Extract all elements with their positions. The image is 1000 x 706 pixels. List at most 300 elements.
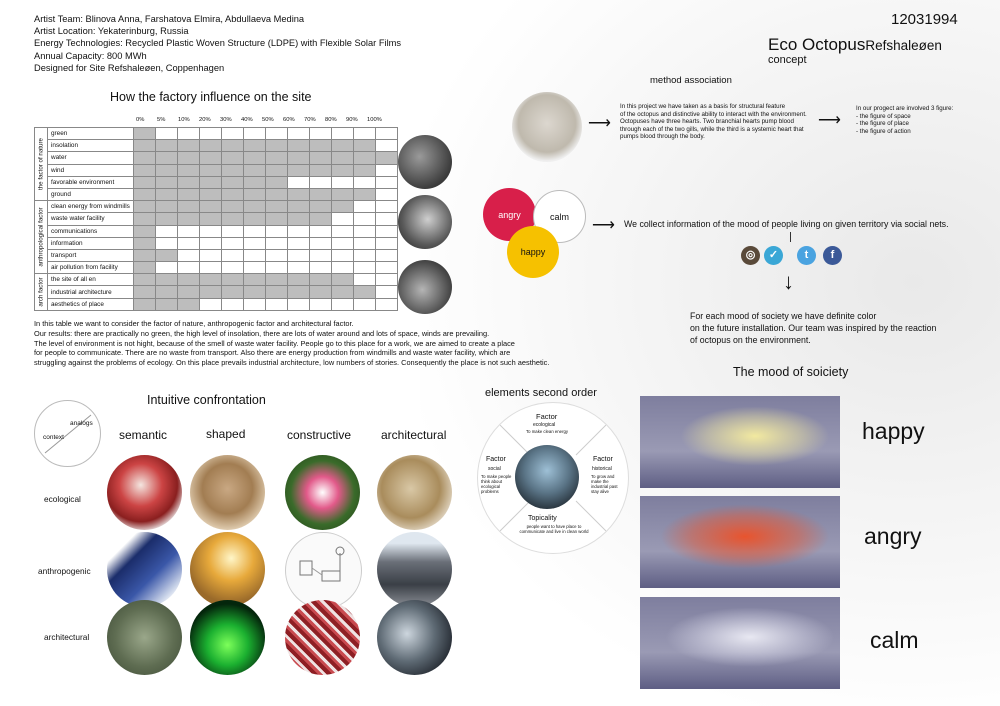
matrix-cell xyxy=(332,286,354,298)
matrix-row xyxy=(35,262,398,274)
factor-top-text: To make clean energy xyxy=(526,429,569,434)
twitter-icon[interactable] xyxy=(797,246,816,265)
matrix-cell xyxy=(134,262,156,274)
matrix-cell xyxy=(376,262,398,274)
matrix-cell xyxy=(200,249,222,261)
paragraph-line: The level of environment is not hight, because of the smell of waste water facility. People go to this place for a work, we are aimed to create a place xyxy=(34,338,515,348)
matrix-cell xyxy=(376,237,398,249)
factor-left-title: Factor xyxy=(486,456,506,463)
matrix-cell xyxy=(156,152,178,164)
matrix-cell xyxy=(332,164,354,176)
factory-paragraph xyxy=(34,319,549,368)
site-photo-3 xyxy=(398,260,452,314)
green-lights-image xyxy=(190,600,265,675)
matrix-cell xyxy=(178,188,200,200)
matrix-cell xyxy=(222,225,244,237)
matrix-cell xyxy=(156,213,178,225)
arrow-down-icon: ↓ xyxy=(783,269,794,294)
matrix-cell xyxy=(134,274,156,286)
group-label: arch factor xyxy=(37,277,45,307)
matrix-cell xyxy=(244,237,266,249)
matrix-cell xyxy=(222,213,244,225)
matrix-cell xyxy=(332,225,354,237)
matrix-cell xyxy=(222,298,244,310)
matrix-cell xyxy=(134,128,156,140)
matrix-cell xyxy=(354,140,376,152)
matrix-cell xyxy=(332,274,354,286)
matrix-row xyxy=(35,201,398,213)
matrix-cell xyxy=(222,262,244,274)
matrix-cell xyxy=(376,188,398,200)
matrix-cell xyxy=(178,298,200,310)
matrix-cell xyxy=(310,188,332,200)
matrix-cell xyxy=(178,262,200,274)
paragraph-line: for people to communicate. There are no waste from transport. Also there are energy production from windmills and waste water facility, which are xyxy=(34,348,511,358)
energy-line: Energy Technologies: Recycled Plastic Woven Structure (LDPE) with Flexible Solar Films xyxy=(34,38,402,49)
each-mood-text xyxy=(690,310,936,346)
matrix-row xyxy=(35,152,398,164)
matrix-cell xyxy=(178,274,200,286)
matrix-cell xyxy=(310,152,332,164)
method-text-line: of the octopus and distinctive ability to interact with the environment. xyxy=(620,110,807,118)
matrix-cell xyxy=(156,201,178,213)
mood-word-angry: angry xyxy=(864,523,922,549)
matrix-cell xyxy=(156,128,178,140)
matrix-cell xyxy=(244,249,266,261)
matrix-row-label: communications xyxy=(48,225,134,237)
method-heading: method association xyxy=(650,75,732,86)
matrix-cell xyxy=(200,152,222,164)
title-sub: concept xyxy=(768,54,807,66)
matrix-cell xyxy=(354,188,376,200)
row-architectural: architectural xyxy=(44,632,90,642)
matrix-row-label: transport xyxy=(48,249,134,261)
method-text xyxy=(620,103,807,141)
matrix-cell xyxy=(288,237,310,249)
arrow-right-icon: ⟶ xyxy=(588,115,611,132)
matrix-cell xyxy=(178,249,200,261)
flowers-image xyxy=(285,455,360,530)
matrix-cell xyxy=(332,188,354,200)
matrix-cell xyxy=(376,152,398,164)
matrix-cell xyxy=(200,213,222,225)
matrix-cell xyxy=(376,201,398,213)
matrix-row-label: aesthetics of place xyxy=(48,298,134,310)
matrix-cell xyxy=(332,262,354,274)
matrix-cell xyxy=(376,225,398,237)
factor-left-sub: social xyxy=(488,466,501,472)
connector-line xyxy=(790,232,791,242)
method-text-line: In this project we have taken as a basis for structural feature xyxy=(620,103,786,110)
matrix-cell xyxy=(354,213,376,225)
matrix-row-label: favorable environment xyxy=(48,176,134,188)
matrix-cell xyxy=(200,140,222,152)
matrix-cell xyxy=(222,152,244,164)
matrix-cell xyxy=(244,164,266,176)
matrix-cell xyxy=(222,274,244,286)
mood-word-calm: calm xyxy=(870,627,919,653)
method-text-line: pumps blood through the body. xyxy=(620,133,705,141)
figure-list-line: - the figure of action xyxy=(856,127,911,135)
title-main: Eco Octopus xyxy=(768,35,866,54)
matrix-cell xyxy=(244,298,266,310)
matrix-cell xyxy=(288,128,310,140)
matrix-cell xyxy=(134,286,156,298)
matrix-row xyxy=(35,188,398,200)
matrix-cell xyxy=(288,188,310,200)
matrix-cell xyxy=(222,237,244,249)
elements-wheel xyxy=(477,402,629,554)
matrix-cell xyxy=(222,249,244,261)
matrix-cell xyxy=(156,262,178,274)
matrix-cell xyxy=(332,140,354,152)
each-mood-line: of octopus on the environment. xyxy=(690,335,811,345)
matrix-cell xyxy=(178,225,200,237)
elements-heading: elements second order xyxy=(485,387,597,399)
matrix-cell xyxy=(288,176,310,188)
matrix-cell xyxy=(222,140,244,152)
matrix-cell xyxy=(244,213,266,225)
col-shaped: shaped xyxy=(206,427,246,441)
matrix-cell xyxy=(310,164,332,176)
figure-list-line: In our progect are involved 3 figure: xyxy=(856,105,954,112)
solar-panels-image xyxy=(107,532,182,607)
angry-label: angry xyxy=(498,209,521,220)
matrix-cell xyxy=(244,262,266,274)
sunset-windmill-image xyxy=(190,532,265,607)
matrix-cell xyxy=(266,286,288,298)
matrix-cell xyxy=(354,237,376,249)
matrix-cell xyxy=(266,262,288,274)
matrix-cell xyxy=(156,274,178,286)
matrix-cell xyxy=(288,140,310,152)
title-site: Refshaleøen xyxy=(865,38,942,53)
paragraph-line: struggling against the problems of ecology. On this place prevails industrial architecture, low numbers of stories. Consequently the place is not such aesthetic. xyxy=(34,358,550,368)
matrix-cell xyxy=(134,164,156,176)
matrix-cell xyxy=(156,249,178,261)
matrix-cell xyxy=(310,201,332,213)
matrix-cell xyxy=(288,286,310,298)
mood-word-happy: happy xyxy=(862,418,925,444)
matrix-cell xyxy=(156,140,178,152)
factor-right-sub: historical xyxy=(592,466,612,472)
matrix-cell xyxy=(332,152,354,164)
mood-image-angry xyxy=(640,496,840,588)
matrix-cell xyxy=(134,213,156,225)
matrix-cell xyxy=(376,213,398,225)
aerial-map-image xyxy=(107,600,182,675)
matrix-row xyxy=(35,164,398,176)
matrix-cell xyxy=(310,225,332,237)
matrix-cell xyxy=(310,286,332,298)
matrix-cell xyxy=(200,128,222,140)
matrix-row-label: the site of all en xyxy=(48,274,134,286)
location-line: Artist Location: Yekaterinburg, Russia xyxy=(34,26,189,37)
matrix-cell xyxy=(376,164,398,176)
matrix-cell xyxy=(156,225,178,237)
matrix-cell xyxy=(200,164,222,176)
capacity-line: Annual Capacity: 800 MWh xyxy=(34,50,147,61)
matrix-cell xyxy=(354,164,376,176)
matrix-cell xyxy=(376,286,398,298)
matrix-row-label: wind xyxy=(48,164,134,176)
matrix-cell xyxy=(266,128,288,140)
matrix-cell xyxy=(156,188,178,200)
matrix-cell xyxy=(244,188,266,200)
matrix-cell xyxy=(222,188,244,200)
matrix-cell xyxy=(376,249,398,261)
matrix-row xyxy=(35,225,398,237)
factor-right-title: Factor xyxy=(593,456,613,463)
instagram-icon[interactable]: ◎ xyxy=(741,246,760,265)
matrix-cell xyxy=(134,225,156,237)
matrix-cell xyxy=(354,298,376,310)
matrix-row-label: clean energy from windmills xyxy=(48,201,134,213)
factor-right-text: To grow and make the industrial past stay alive xyxy=(591,474,618,494)
matrix-cell xyxy=(244,176,266,188)
calm-label: calm xyxy=(549,211,569,222)
matrix-cell xyxy=(134,249,156,261)
facebook-icon[interactable] xyxy=(823,246,842,265)
figure-list-line: - the figure of space xyxy=(856,112,911,120)
matrix-cell xyxy=(178,213,200,225)
paragraph-line: In this table we want to consider the factor of nature, anthropogenic factor and architectural factor. xyxy=(34,319,354,328)
matrix-cell xyxy=(134,201,156,213)
matrix-row-label: green xyxy=(48,128,134,140)
matrix-row-label: insolation xyxy=(48,140,134,152)
matrix-cell xyxy=(288,152,310,164)
twitter-glyph: t xyxy=(804,249,809,261)
influence-matrix xyxy=(34,127,398,311)
matrix-cell xyxy=(178,286,200,298)
happy-label: happy xyxy=(520,247,546,257)
matrix-cell xyxy=(266,274,288,286)
matrix-cell xyxy=(222,286,244,298)
matrix-cell xyxy=(266,249,288,261)
matrix-cell xyxy=(156,176,178,188)
matrix-cell xyxy=(310,176,332,188)
matrix-cell xyxy=(310,249,332,261)
percent-label: 100% xyxy=(367,117,382,123)
matrix-cell xyxy=(156,164,178,176)
harbor-photo xyxy=(515,445,579,509)
matrix-cell xyxy=(244,140,266,152)
matrix-cell xyxy=(288,201,310,213)
matrix-cell xyxy=(310,140,332,152)
each-mood-line: on the future installation. Our team was inspired by the reaction xyxy=(690,323,937,333)
mood-image-happy xyxy=(640,396,840,488)
matrix-cell xyxy=(288,298,310,310)
matrix-row-label: industrial architecture xyxy=(48,286,134,298)
matrix-cell xyxy=(288,213,310,225)
matrix-row xyxy=(35,213,398,225)
mood-image-calm xyxy=(640,597,840,689)
matrix-cell xyxy=(332,201,354,213)
factor-bottom-text: people want to have place to communicate and live in clean world xyxy=(519,524,589,534)
matrix-row-label: water xyxy=(48,152,134,164)
key-context: context xyxy=(43,434,64,441)
matrix-cell xyxy=(332,176,354,188)
factory-heading: How the factory influence on the site xyxy=(110,90,312,104)
matrix-cell xyxy=(178,128,200,140)
page-title xyxy=(768,35,942,55)
matrix-row xyxy=(35,286,398,298)
matrix-cell xyxy=(266,213,288,225)
matrix-row-label: air pollution from facility xyxy=(48,262,134,274)
matrix-cell xyxy=(222,164,244,176)
matrix-cell xyxy=(354,176,376,188)
matrix-row xyxy=(35,176,398,188)
matrix-cell xyxy=(266,225,288,237)
matrix-cell xyxy=(244,225,266,237)
matrix-cell xyxy=(266,152,288,164)
matrix-cell xyxy=(156,298,178,310)
matrix-cell xyxy=(134,237,156,249)
octopus-drawing-image xyxy=(190,455,265,530)
matrix-cell xyxy=(354,128,376,140)
matrix-cell xyxy=(244,152,266,164)
arrow-right-icon: ⟶ xyxy=(818,112,841,129)
matrix-cell xyxy=(200,176,222,188)
matrix-cell xyxy=(332,128,354,140)
matrix-cell xyxy=(266,237,288,249)
col-semantic: semantic xyxy=(119,428,168,442)
col-constructive: constructive xyxy=(287,428,352,442)
matrix-cell xyxy=(244,201,266,213)
percent-label: 20% xyxy=(199,117,211,123)
facebook-glyph: f xyxy=(830,249,835,261)
group-label-cell xyxy=(35,128,48,201)
percent-label: 50% xyxy=(262,117,274,123)
matrix-cell xyxy=(310,262,332,274)
matrix-cell xyxy=(244,286,266,298)
foursquare-icon[interactable]: ✓ xyxy=(764,246,783,265)
matrix-cell xyxy=(200,188,222,200)
matrix-cell xyxy=(200,286,222,298)
percent-label: 30% xyxy=(220,117,232,123)
percent-label: 40% xyxy=(241,117,253,123)
matrix-cell xyxy=(354,274,376,286)
matrix-cell xyxy=(310,274,332,286)
matrix-cell xyxy=(332,249,354,261)
matrix-cell xyxy=(222,128,244,140)
octopus-sketch-image xyxy=(377,455,452,530)
matrix-cell xyxy=(266,176,288,188)
matrix-cell xyxy=(200,262,222,274)
pavilion-image xyxy=(377,600,452,675)
method-text-line: through each of the two gills, while the third is a systemic heart that xyxy=(620,125,804,133)
matrix-cell xyxy=(200,237,222,249)
matrix-cell xyxy=(310,298,332,310)
each-mood-line: For each mood of society we have definite color xyxy=(690,311,877,321)
project-info xyxy=(34,13,401,74)
matrix-cell xyxy=(354,286,376,298)
matrix-row xyxy=(35,237,398,249)
octopus-anatomy-image xyxy=(512,92,582,162)
figures-list xyxy=(856,105,953,135)
heart-image xyxy=(107,455,182,530)
matrix-cell xyxy=(134,140,156,152)
matrix-cell xyxy=(354,225,376,237)
matrix-cell xyxy=(332,237,354,249)
matrix-cell xyxy=(134,298,156,310)
site-line: Designed for Site Refshaleøen, Coppenhagen xyxy=(34,62,225,73)
matrix-cell xyxy=(266,164,288,176)
matrix-cell xyxy=(266,201,288,213)
red-structure-image xyxy=(285,600,360,675)
factor-top-sub: ecological xyxy=(533,422,556,428)
matrix-cell xyxy=(310,213,332,225)
method-text-line: Octopuses have three hearts. Two branchial hearts pump blood xyxy=(620,118,794,126)
legend-circle xyxy=(34,400,101,467)
site-photo-1 xyxy=(398,135,452,189)
matrix-cell xyxy=(288,262,310,274)
matrix-cell xyxy=(376,274,398,286)
matrix-cell xyxy=(288,274,310,286)
percent-label: 5% xyxy=(157,117,166,123)
matrix-cell xyxy=(332,213,354,225)
matrix-cell xyxy=(266,298,288,310)
matrix-row xyxy=(35,140,398,152)
key-analogs: analogs xyxy=(70,420,93,427)
figure-list-line: - the figure of place xyxy=(856,120,909,128)
col-architectural: architectural xyxy=(381,428,447,442)
matrix-cell xyxy=(266,140,288,152)
matrix-cell xyxy=(354,249,376,261)
matrix-cell xyxy=(288,249,310,261)
matrix-cell xyxy=(376,140,398,152)
site-photo-2 xyxy=(398,195,452,249)
matrix-row xyxy=(35,298,398,310)
matrix-cell xyxy=(244,128,266,140)
matrix-cell xyxy=(310,128,332,140)
row-ecological: ecological xyxy=(44,494,81,504)
factor-bottom-title: Topicality xyxy=(528,515,557,522)
matrix-cell xyxy=(310,237,332,249)
matrix-cell xyxy=(178,201,200,213)
matrix-row-label: information xyxy=(48,237,134,249)
arrow-right-icon: ⟶ xyxy=(592,217,615,234)
matrix-cell xyxy=(134,176,156,188)
matrix-cell xyxy=(178,140,200,152)
group-label: the factor of nature xyxy=(37,138,45,191)
matrix-cell xyxy=(266,188,288,200)
matrix-row xyxy=(35,274,398,286)
group-label-cell xyxy=(35,274,48,311)
matrix-cell xyxy=(178,164,200,176)
matrix-cell xyxy=(178,152,200,164)
matrix-row xyxy=(35,128,398,140)
happy-circle xyxy=(507,226,559,278)
collect-text: We collect information of the mood of people living on given territory via social nets. xyxy=(624,219,949,229)
percent-label: 70% xyxy=(304,117,316,123)
factor-left-text: To make people think about ecological problems xyxy=(481,474,512,494)
matrix-cell xyxy=(200,274,222,286)
matrix-cell xyxy=(288,164,310,176)
matrix-cell xyxy=(376,176,398,188)
matrix-cell xyxy=(200,298,222,310)
intuitive-heading: Intuitive confrontation xyxy=(147,393,266,407)
matrix-cell xyxy=(354,262,376,274)
percent-label: 60% xyxy=(283,117,295,123)
matrix-cell xyxy=(200,225,222,237)
matrix-cell xyxy=(332,298,354,310)
factor-top-title: Factor xyxy=(536,412,558,421)
matrix-cell xyxy=(376,298,398,310)
matrix-cell xyxy=(156,286,178,298)
matrix-cell xyxy=(200,201,222,213)
row-anthropogenic: anthropogenic xyxy=(38,566,91,576)
